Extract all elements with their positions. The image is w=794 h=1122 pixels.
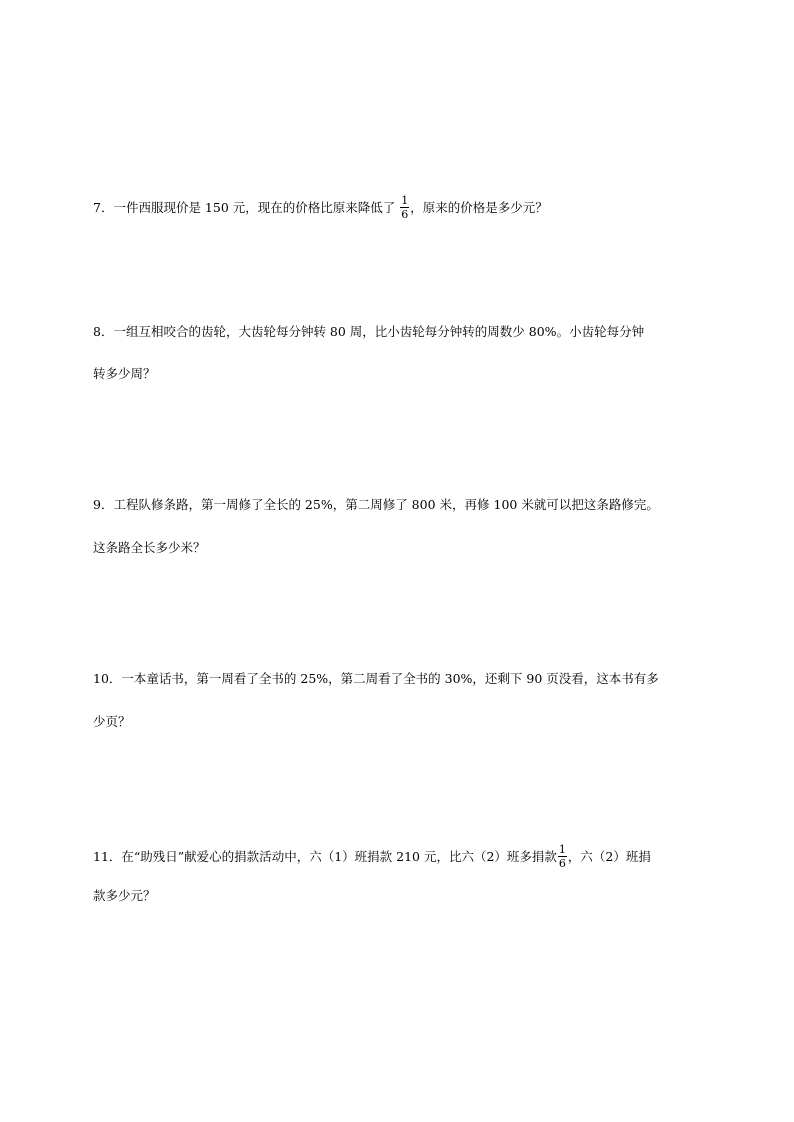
question-text: 这条路全长多少米？ xyxy=(93,540,206,555)
question-text: 款多少元？ xyxy=(93,888,156,903)
question-text: 一组互相咬合的齿轮，大齿轮每分钟转 80 周，比小齿轮每分钟转的周数少 80%。小齿轮每分钟 xyxy=(113,324,645,339)
question-text: 工程队修条路，第一周修了全长的 25%，第二周修了 800 米，再修 100 米就可以把这条路修完。 xyxy=(113,497,659,512)
question-text: 少页？ xyxy=(93,714,131,729)
question-7-line-1 xyxy=(93,195,548,222)
question-11-line-2 xyxy=(93,888,156,904)
question-number: 10． xyxy=(93,671,122,686)
question-11-line-1 xyxy=(93,844,651,871)
fraction xyxy=(558,843,567,870)
question-8-line-2 xyxy=(93,366,156,382)
fraction xyxy=(400,194,409,221)
question-text: 一件西服现价是 150 元，现在的价格比原来降低了 xyxy=(113,200,400,215)
fraction-denominator: 6 xyxy=(558,857,566,870)
question-9-line-2 xyxy=(93,540,206,556)
question-text: 在“助残日”献爱心的捐款活动中，六（1）班捐款 210 元，比六（2）班多捐款 xyxy=(121,849,557,864)
question-8-line-1 xyxy=(93,324,644,340)
question-number: 8． xyxy=(93,324,114,339)
question-text: 转多少周？ xyxy=(93,366,156,381)
question-number: 7． xyxy=(93,200,114,215)
question-number: 9． xyxy=(93,497,114,512)
fraction-numerator: 1 xyxy=(401,194,409,207)
fraction-numerator: 1 xyxy=(558,843,566,856)
question-text: ，六（2）班捐 xyxy=(567,849,651,864)
question-number: 11． xyxy=(93,849,122,864)
question-text: 一本童话书，第一周看了全书的 25%，第二周看了全书的 30%，还剩下 90 页没看，这本书有多 xyxy=(121,671,659,686)
fraction-denominator: 6 xyxy=(401,208,409,221)
question-10-line-2 xyxy=(93,714,131,730)
question-10-line-1 xyxy=(93,671,659,687)
question-9-line-1 xyxy=(93,497,659,513)
question-text: ，原来的价格是多少元？ xyxy=(410,200,548,215)
